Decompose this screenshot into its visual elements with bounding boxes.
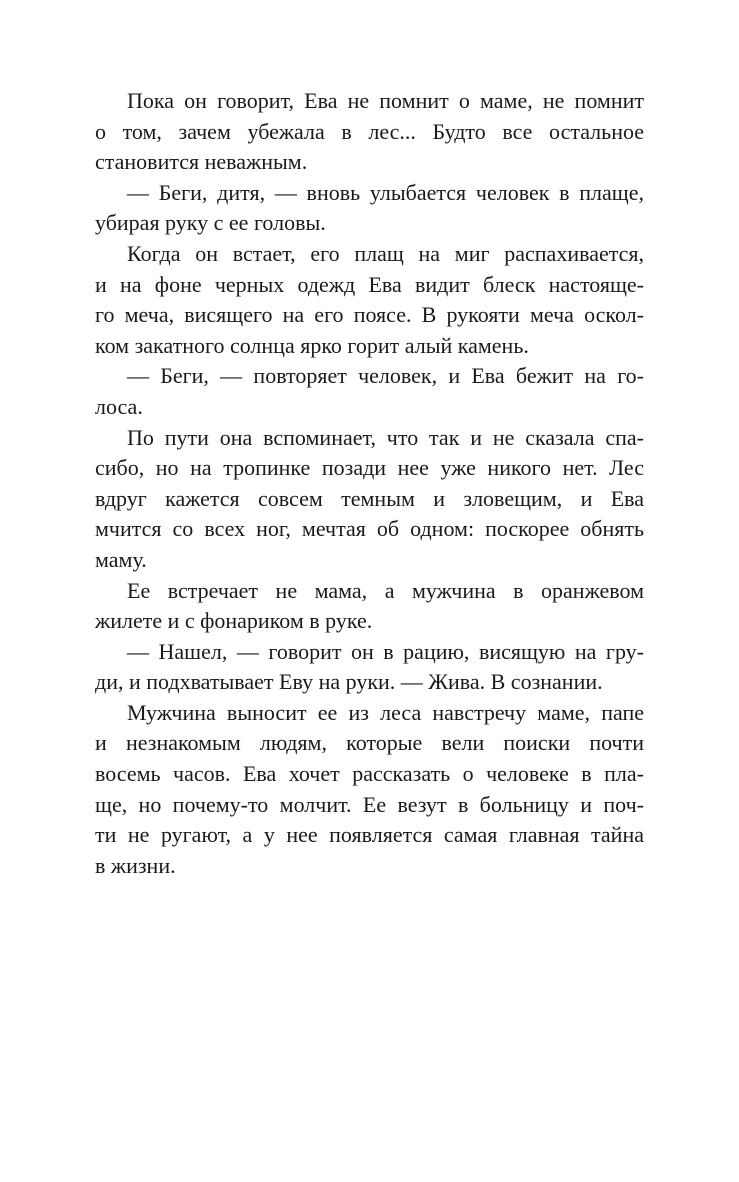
text-line: Ее встречает не мама, а мужчина в оранжевом <box>127 577 644 603</box>
text-line: маму. <box>95 546 147 572</box>
text-line: Пока он говорит, Ева не помнит о маме, не помнит <box>127 88 644 113</box>
text-line: и незнакомым людям, которые вели поиски почти <box>95 730 644 756</box>
text-line: ди, и подхватывает Еву на руки. — Жива. В сознании. <box>95 669 603 695</box>
text-line: мчится со всех ног, мечтая об одном: поскорее обнять <box>95 516 644 542</box>
text-line: о том, зачем убежала в лес... Будто все остальное <box>95 118 644 144</box>
text-line: и на фоне черных одежд Ева видит блеск настояще- <box>95 271 644 297</box>
text-line: ком закатного солнца ярко горит алый камень. <box>95 332 529 358</box>
text-line: ти не ругают, а у нее появляется самая главная тайна <box>95 822 644 848</box>
text-line: сибо, но на тропинке позади нее уже никого нет. Лес <box>95 455 644 481</box>
text-line: — Нашел, — говорит он в рацию, висящую на гру- <box>127 638 644 664</box>
text-line: го меча, висящего на его поясе. В рукояти меча оскол- <box>95 302 644 328</box>
text-line: — Беги, дитя, — вновь улыбается человек в плаще, <box>127 179 644 205</box>
text-line: Мужчина выносит ее из леса навстречу маме, папе <box>127 699 644 725</box>
text-line: лоса. <box>95 393 143 419</box>
text-line: вдруг кажется совсем темным и зловещим, и Ева <box>95 485 644 511</box>
text-line: в жизни. <box>95 852 176 878</box>
text-line: — Беги, — повторяет человек, и Ева бежит на го- <box>127 363 644 389</box>
text-line: восемь часов. Ева хочет рассказать о человеке в пла- <box>95 761 644 787</box>
page-text <box>95 86 644 881</box>
text-line: жилете и с фонариком в руке. <box>95 608 373 634</box>
text-line: убирая руку с ее головы. <box>95 210 326 236</box>
text-line: становится неважным. <box>95 149 308 175</box>
text-line: По пути она вспоминает, что так и не сказала спа- <box>127 424 644 450</box>
text-line: ще, но почему-то молчит. Ее везут в больницу и поч- <box>95 791 644 817</box>
text-line: Когда он встает, его плащ на миг распахивается, <box>127 240 644 266</box>
